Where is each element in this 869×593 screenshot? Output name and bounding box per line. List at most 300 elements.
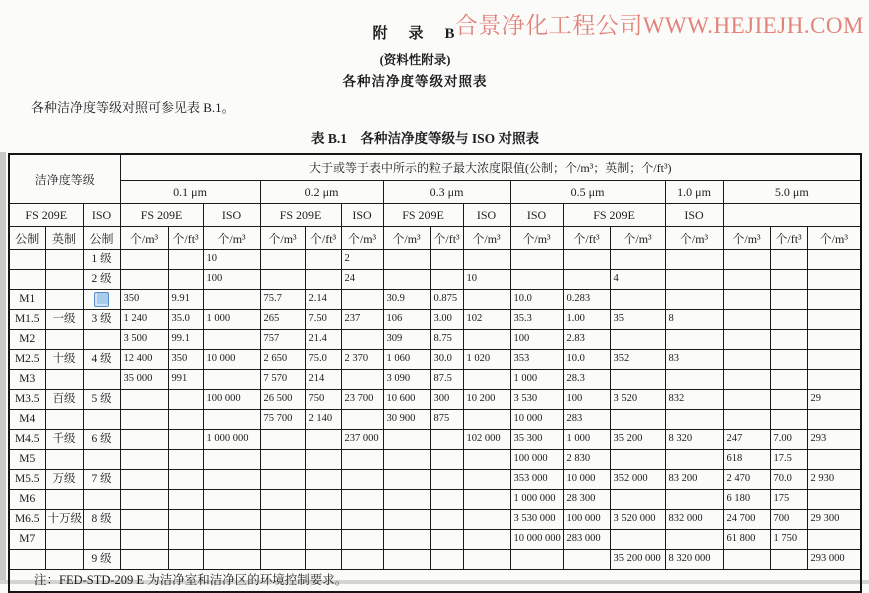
value-cell [563, 550, 610, 570]
value-cell [305, 490, 341, 510]
class-label-cell [45, 250, 83, 270]
value-cell: 106 [383, 310, 430, 330]
value-cell: 10 [463, 270, 510, 290]
value-cell [463, 410, 510, 430]
column-header: 个/m³ [723, 227, 770, 250]
class-label-cell: 十万级 [45, 510, 83, 530]
value-cell [203, 370, 260, 390]
column-header: 0.5 μm [510, 181, 665, 204]
value-cell [807, 350, 861, 370]
class-label-cell: M2.5 [9, 350, 45, 370]
column-header: FS 209E [120, 204, 203, 227]
value-cell: 35 200 000 [610, 550, 665, 570]
value-cell [463, 290, 510, 310]
class-label-cell: 十级 [45, 350, 83, 370]
class-label-cell [9, 250, 45, 270]
value-cell [120, 250, 168, 270]
value-cell [168, 490, 203, 510]
class-label-cell: M5.5 [9, 470, 45, 490]
value-cell [341, 330, 383, 350]
column-header: 个/m³ [807, 227, 861, 250]
column-header: 个/m³ [120, 227, 168, 250]
class-label-cell [45, 490, 83, 510]
value-cell [203, 550, 260, 570]
class-label-cell: M5 [9, 450, 45, 470]
value-cell [383, 470, 430, 490]
value-cell: 10 000 [510, 410, 563, 430]
value-cell [341, 370, 383, 390]
value-cell [168, 250, 203, 270]
value-cell [723, 350, 770, 370]
value-cell: 293 000 [807, 550, 861, 570]
value-cell: 7.00 [770, 430, 807, 450]
column-header: ISO [665, 204, 723, 227]
value-cell [563, 250, 610, 270]
value-cell [770, 410, 807, 430]
value-cell [203, 490, 260, 510]
column-header: 1.0 μm [665, 181, 723, 204]
value-cell: 1.00 [563, 310, 610, 330]
class-label-cell: M4 [9, 410, 45, 430]
column-header: 洁净度等级 [9, 154, 120, 204]
value-cell [341, 510, 383, 530]
class-label-cell [83, 290, 120, 310]
value-cell [260, 450, 305, 470]
class-label-cell: M3 [9, 370, 45, 390]
value-cell [430, 250, 463, 270]
value-cell: 2 470 [723, 470, 770, 490]
value-cell [260, 250, 305, 270]
value-cell [770, 370, 807, 390]
class-label-cell: 百级 [45, 390, 83, 410]
value-cell: 10 200 [463, 390, 510, 410]
value-cell: 237 000 [341, 430, 383, 450]
value-cell [120, 390, 168, 410]
value-cell [770, 330, 807, 350]
value-cell: 35 300 [510, 430, 563, 450]
value-cell: 283 [563, 410, 610, 430]
column-header: 个/ft³ [305, 227, 341, 250]
value-cell: 100 000 [510, 450, 563, 470]
value-cell: 875 [430, 410, 463, 430]
value-cell [510, 270, 563, 290]
value-cell: 283 000 [563, 530, 610, 550]
class-label-cell: 8 级 [83, 510, 120, 530]
value-cell [610, 330, 665, 350]
value-cell: 0.283 [563, 290, 610, 310]
class-label-cell [83, 450, 120, 470]
value-cell [341, 530, 383, 550]
value-cell: 300 [430, 390, 463, 410]
value-cell [807, 450, 861, 470]
class-label-cell: M6 [9, 490, 45, 510]
column-header: 5.0 μm [723, 181, 861, 204]
value-cell: 2 370 [341, 350, 383, 370]
value-cell [770, 270, 807, 290]
value-cell: 352 [610, 350, 665, 370]
value-cell: 9.91 [168, 290, 203, 310]
value-cell [723, 310, 770, 330]
value-cell: 350 [120, 290, 168, 310]
class-label-cell [83, 330, 120, 350]
column-header: 公制 [83, 227, 120, 250]
value-cell [563, 270, 610, 290]
value-cell [168, 270, 203, 290]
value-cell [168, 530, 203, 550]
value-cell: 24 [341, 270, 383, 290]
value-cell: 700 [770, 510, 807, 530]
value-cell: 10 000 000 [510, 530, 563, 550]
value-cell [341, 550, 383, 570]
value-cell: 10 [203, 250, 260, 270]
value-cell: 102 000 [463, 430, 510, 450]
column-header: 个/ft³ [770, 227, 807, 250]
value-cell: 750 [305, 390, 341, 410]
value-cell [120, 510, 168, 530]
value-cell [610, 290, 665, 310]
value-cell: 100 000 [203, 390, 260, 410]
value-cell: 1 000 [510, 370, 563, 390]
value-cell [430, 270, 463, 290]
column-header: FS 209E [260, 204, 341, 227]
value-cell [430, 430, 463, 450]
value-cell [260, 430, 305, 450]
value-cell: 75.7 [260, 290, 305, 310]
table-row [9, 290, 861, 310]
table-row [9, 450, 861, 470]
table-row [9, 250, 861, 270]
column-header: 个/ft³ [430, 227, 463, 250]
value-cell: 10 600 [383, 390, 430, 410]
value-cell: 100 [563, 390, 610, 410]
value-cell [305, 550, 341, 570]
column-header: ISO [341, 204, 383, 227]
value-cell [463, 250, 510, 270]
value-cell [120, 530, 168, 550]
value-cell [510, 550, 563, 570]
value-cell [383, 510, 430, 530]
value-cell [463, 330, 510, 350]
column-header: 个/m³ [665, 227, 723, 250]
value-cell [610, 530, 665, 550]
value-cell [203, 470, 260, 490]
value-cell [610, 490, 665, 510]
table-row [9, 490, 861, 510]
value-cell [383, 270, 430, 290]
blue-stamp-icon [94, 292, 109, 307]
appendix-heading: 各种洁净度等级对照表 [342, 74, 488, 89]
value-cell [305, 250, 341, 270]
value-cell [610, 450, 665, 470]
value-cell: 61 800 [723, 530, 770, 550]
value-cell [807, 370, 861, 390]
value-cell: 2.14 [305, 290, 341, 310]
value-cell [723, 290, 770, 310]
value-cell: 10 000 [203, 350, 260, 370]
value-cell: 1 020 [463, 350, 510, 370]
value-cell [203, 410, 260, 430]
value-cell: 75 700 [260, 410, 305, 430]
column-header: 个/m³ [341, 227, 383, 250]
class-label-cell: 2 级 [83, 270, 120, 290]
value-cell [305, 270, 341, 290]
value-cell: 3 530 000 [510, 510, 563, 530]
value-cell: 1 000 [563, 430, 610, 450]
value-cell [383, 250, 430, 270]
value-cell: 8 320 000 [665, 550, 723, 570]
value-cell: 309 [383, 330, 430, 350]
value-cell [807, 290, 861, 310]
value-cell [430, 470, 463, 490]
class-label-cell: M6.5 [9, 510, 45, 530]
class-label-cell [9, 270, 45, 290]
value-cell [305, 430, 341, 450]
value-cell [341, 450, 383, 470]
value-cell: 35 200 [610, 430, 665, 450]
value-cell [383, 450, 430, 470]
value-cell: 7 570 [260, 370, 305, 390]
value-cell: 2 930 [807, 470, 861, 490]
column-header: 个/m³ [610, 227, 665, 250]
value-cell: 35 000 [120, 370, 168, 390]
class-label-cell [45, 270, 83, 290]
class-label-cell [45, 410, 83, 430]
table-row [9, 270, 861, 290]
intro-text: 各种洁净度等级对照可参见表 B.1。 [31, 100, 235, 115]
value-cell: 175 [770, 490, 807, 510]
value-cell [610, 410, 665, 430]
appendix-subtitle: (资料性附录) [379, 53, 451, 67]
value-cell: 35 [610, 310, 665, 330]
value-cell [120, 490, 168, 510]
value-cell [120, 270, 168, 290]
table-row [9, 350, 861, 370]
value-cell: 1 240 [120, 310, 168, 330]
value-cell [383, 430, 430, 450]
value-cell: 618 [723, 450, 770, 470]
table-row [9, 510, 861, 530]
class-label-cell [45, 370, 83, 390]
value-cell [665, 410, 723, 430]
class-label-cell: M7 [9, 530, 45, 550]
column-header: FS 209E [9, 204, 83, 227]
value-cell [665, 450, 723, 470]
value-cell [430, 450, 463, 470]
table-row [9, 370, 861, 390]
value-cell [665, 250, 723, 270]
value-cell [723, 390, 770, 410]
column-header: ISO [463, 204, 510, 227]
value-cell [807, 250, 861, 270]
value-cell [510, 250, 563, 270]
class-label-cell [83, 530, 120, 550]
class-label-cell: 4 级 [83, 350, 120, 370]
value-cell [807, 530, 861, 550]
value-cell: 99.1 [168, 330, 203, 350]
value-cell [430, 490, 463, 510]
value-cell [203, 450, 260, 470]
appendix-title: 附 录 B [372, 26, 458, 42]
value-cell: 102 [463, 310, 510, 330]
class-label-cell [9, 550, 45, 570]
table-row [9, 390, 861, 410]
class-label-cell [83, 370, 120, 390]
value-cell [463, 550, 510, 570]
value-cell [168, 410, 203, 430]
value-cell [168, 450, 203, 470]
class-label-cell [45, 290, 83, 310]
class-label-cell: 6 级 [83, 430, 120, 450]
value-cell [341, 470, 383, 490]
table-caption: 表 B.1 各种洁净度等级与 ISO 对照表 [310, 131, 540, 146]
value-cell: 1 060 [383, 350, 430, 370]
value-cell [770, 350, 807, 370]
class-label-cell: M1 [9, 290, 45, 310]
class-label-cell: M2 [9, 330, 45, 350]
value-cell [807, 410, 861, 430]
class-label-cell: 7 级 [83, 470, 120, 490]
column-header: 个/m³ [203, 227, 260, 250]
value-cell [383, 490, 430, 510]
class-label-cell [83, 410, 120, 430]
value-cell: 3 090 [383, 370, 430, 390]
value-cell: 3 520 000 [610, 510, 665, 530]
value-cell [610, 250, 665, 270]
value-cell: 265 [260, 310, 305, 330]
value-cell [168, 430, 203, 450]
value-cell: 8.75 [430, 330, 463, 350]
class-label-cell: 一级 [45, 310, 83, 330]
value-cell [383, 530, 430, 550]
value-cell: 10.0 [563, 350, 610, 370]
value-cell [203, 510, 260, 530]
value-cell: 10 000 [563, 470, 610, 490]
value-cell [305, 510, 341, 530]
value-cell: 1 000 [203, 310, 260, 330]
value-cell: 1 000 000 [203, 430, 260, 450]
value-cell: 237 [341, 310, 383, 330]
value-cell: 1 000 000 [510, 490, 563, 510]
class-label-cell [45, 550, 83, 570]
value-cell: 83 200 [665, 470, 723, 490]
value-cell: 2 650 [260, 350, 305, 370]
class-label-cell [83, 490, 120, 510]
value-cell: 28.3 [563, 370, 610, 390]
table-row [9, 470, 861, 490]
value-cell: 3 520 [610, 390, 665, 410]
class-label-cell [45, 450, 83, 470]
value-cell [463, 370, 510, 390]
value-cell [770, 390, 807, 410]
value-cell: 2 140 [305, 410, 341, 430]
value-cell [260, 490, 305, 510]
value-cell [260, 270, 305, 290]
value-cell [168, 510, 203, 530]
value-cell: 30.9 [383, 290, 430, 310]
column-header: 个/m³ [260, 227, 305, 250]
value-cell [665, 270, 723, 290]
value-cell [770, 250, 807, 270]
table-row [9, 310, 861, 330]
value-cell: 100 [510, 330, 563, 350]
value-cell: 7.50 [305, 310, 341, 330]
class-label-cell: M3.5 [9, 390, 45, 410]
value-cell [203, 330, 260, 350]
column-header: 0.3 μm [383, 181, 510, 204]
value-cell: 2 [341, 250, 383, 270]
value-cell: 8 [665, 310, 723, 330]
value-cell [341, 410, 383, 430]
value-cell [723, 410, 770, 430]
value-cell [203, 290, 260, 310]
value-cell: 2 830 [563, 450, 610, 470]
value-cell [120, 430, 168, 450]
value-cell [723, 270, 770, 290]
value-cell [430, 510, 463, 530]
table-row [9, 330, 861, 350]
value-cell: 2.83 [563, 330, 610, 350]
value-cell: 1 750 [770, 530, 807, 550]
class-label-cell: 千级 [45, 430, 83, 450]
value-cell: 832 000 [665, 510, 723, 530]
column-header: 个/ft³ [563, 227, 610, 250]
value-cell: 28 300 [563, 490, 610, 510]
value-cell [807, 270, 861, 290]
value-cell [120, 550, 168, 570]
table-row [9, 530, 861, 550]
value-cell: 35.3 [510, 310, 563, 330]
value-cell [120, 450, 168, 470]
class-label-cell [45, 530, 83, 550]
value-cell [770, 290, 807, 310]
value-cell: 832 [665, 390, 723, 410]
value-cell: 6 180 [723, 490, 770, 510]
column-header: 公制 [9, 227, 45, 250]
value-cell [463, 470, 510, 490]
value-cell [463, 450, 510, 470]
value-cell [770, 550, 807, 570]
value-cell [807, 310, 861, 330]
value-cell: 21.4 [305, 330, 341, 350]
cleanliness-comparison-table [8, 153, 862, 593]
value-cell [120, 470, 168, 490]
value-cell: 30 900 [383, 410, 430, 430]
value-cell: 26 500 [260, 390, 305, 410]
value-cell: 35.0 [168, 310, 203, 330]
table-row [9, 550, 861, 570]
column-header: 个/m³ [510, 227, 563, 250]
value-cell [260, 470, 305, 490]
scan-edge-left [0, 152, 6, 584]
value-cell: 991 [168, 370, 203, 390]
class-label-cell: 5 级 [83, 390, 120, 410]
value-cell [260, 530, 305, 550]
class-label-cell: 3 级 [83, 310, 120, 330]
value-cell [168, 470, 203, 490]
column-header: 个/m³ [383, 227, 430, 250]
column-header: 英制 [45, 227, 83, 250]
value-cell [665, 490, 723, 510]
value-cell [610, 370, 665, 390]
value-cell: 12 400 [120, 350, 168, 370]
value-cell: 29 300 [807, 510, 861, 530]
value-cell [665, 370, 723, 390]
value-cell: 10.0 [510, 290, 563, 310]
value-cell [665, 330, 723, 350]
value-cell [305, 530, 341, 550]
value-cell [463, 530, 510, 550]
value-cell [341, 490, 383, 510]
